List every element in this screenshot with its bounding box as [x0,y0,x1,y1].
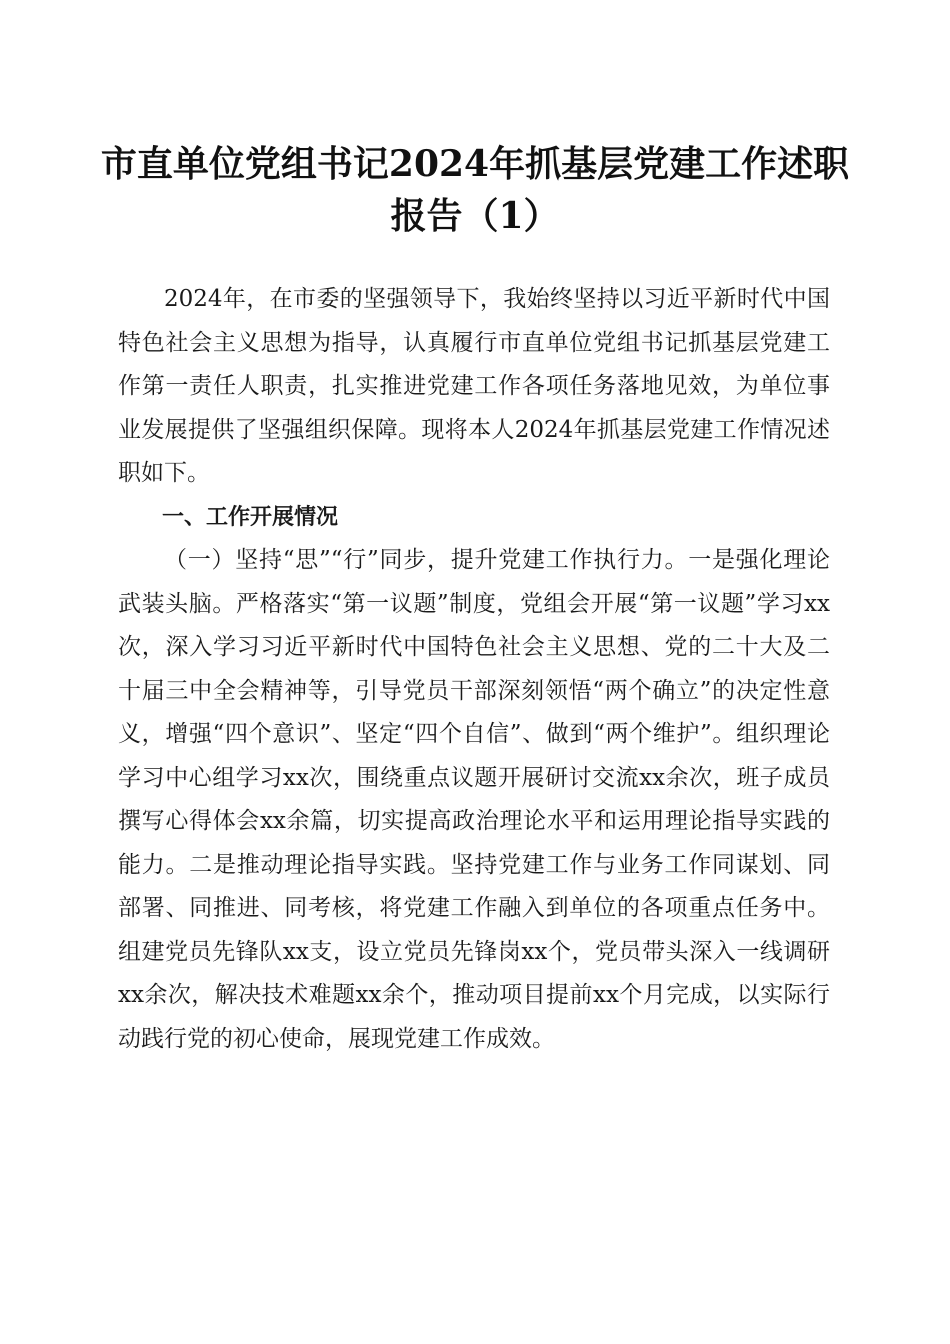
section-paragraph: （一）坚持“思”“行”同步，提升党建工作执行力。一是强化理论武装头脑。严格落实“第一议题”制度，党组会开展“第一议题”学习xx次，深入学习习近平新时代中国特色社会主义思想、党的二十大及二十届三中全会精神等，引导党员干部深刻领悟“两个确立”的决定性意义，增强“四个意识”、坚定“四个自信”、做到“两个维护”。组织理论学习中心组学习xx次，围绕重点议题开展研讨交流xx余次，班子成员撰写心得体会xx余篇，切实提高政治理论水平和运用理论指导实践的能力。二是推动理论指导实践。坚持党建工作与业务工作同谋划、同部署、同推进、同考核，将党建工作融入到单位的各项重点任务中。组建党员先锋队xx支，设立党员先锋岗xx个，党员带头深入一线调研xx余次，解决技术难题xx余个，推动项目提前xx个月完成，以实际行动践行党的初心使命，展现党建工作成效。 [118,547,830,1052]
document-title: 市直单位党组书记2024年抓基层党建工作述职报告（1） [100,143,850,237]
document-body [118,278,830,1061]
section-heading: 一、工作开展情况 [162,504,339,530]
intro-paragraph: 2024年，在市委的坚强领导下，我始终坚持以习近平新时代中国特色社会主义思想为指导，认真履行市直单位党组书记抓基层党建工作第一责任人职责，扎实推进党建工作各项任务落地见效，为单位事业发展提供了坚强组织保障。现将本人2024年抓基层党建工作情况述职如下。 [118,286,830,486]
